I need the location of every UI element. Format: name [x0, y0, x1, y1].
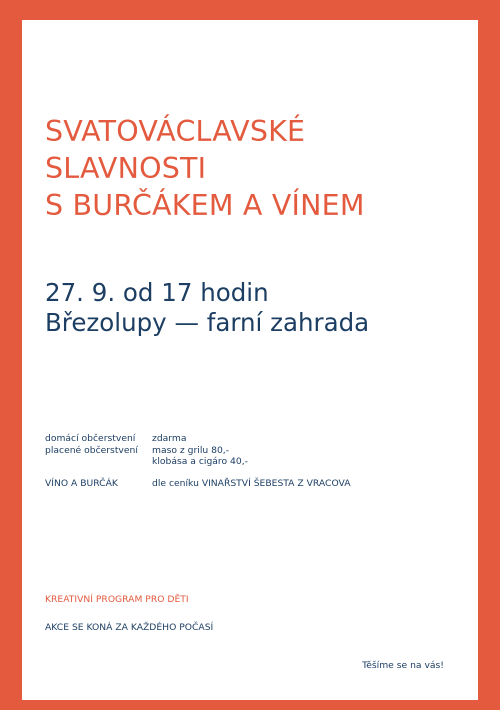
paid-refreshments-row-2 [45, 456, 351, 468]
date-and-location [45, 278, 369, 338]
title-line-1: SVATOVÁCLAVSKÉ [45, 115, 306, 148]
paid-refreshments-value-2: klobása a cigáro 40,- [152, 456, 248, 467]
wine-value: dle ceníku VINAŘSTVÍ ŠEBESTA Z VRACOVA [152, 477, 351, 489]
weather-note: AKCE SE KONÁ ZA KAŽDÉHO POČASÍ [45, 622, 214, 633]
wine-label: VÍNO A BURČÁK [45, 477, 118, 489]
paid-refreshments-value-1: maso z grilu 80,- [152, 444, 230, 456]
wine-row [45, 478, 351, 490]
title-line-2: SLAVNOSTI [45, 152, 207, 185]
free-refreshments-value: zdarma [152, 433, 187, 444]
empty-label [45, 456, 152, 468]
spacer [45, 468, 351, 478]
event-place: Březolupy — farní zahrada [45, 308, 370, 337]
paid-refreshments-row [45, 445, 351, 457]
free-refreshments-row [45, 433, 351, 445]
kids-program-note: KREATIVNÍ PROGRAM PRO DĚTI [45, 594, 189, 605]
poster [22, 20, 478, 700]
event-date-time: 27. 9. od 17 hodin [45, 278, 269, 307]
paid-refreshments-label: placené občerstvení [45, 444, 138, 456]
free-refreshments-label: domácí občerstvení [45, 433, 136, 444]
signoff: Těšíme se na vás! [362, 660, 444, 671]
event-title [45, 113, 365, 224]
title-line-3: S BURČÁKEM A VÍNEM [45, 189, 365, 222]
refreshments-list [45, 433, 351, 489]
